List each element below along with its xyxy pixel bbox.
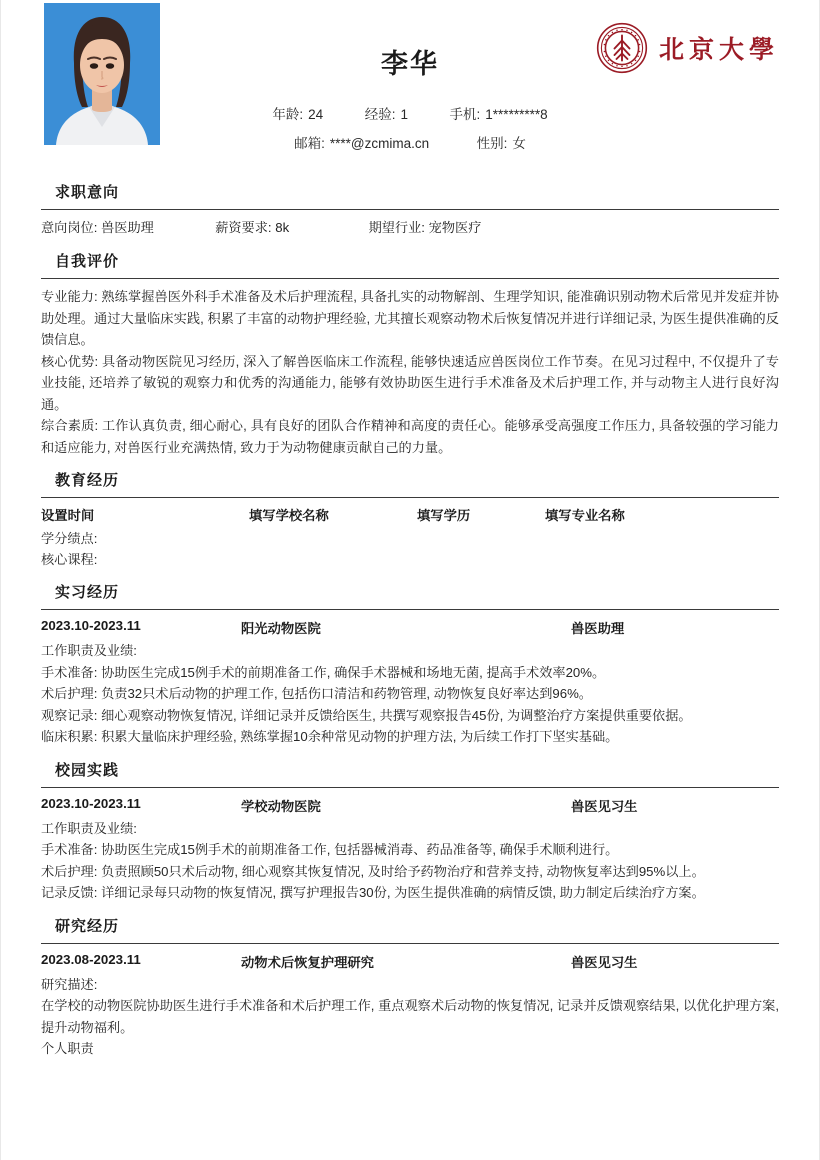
section-title-internship: 实习经历 — [55, 584, 120, 601]
section-title-education: 教育经历 — [55, 472, 120, 489]
section-job-intention — [41, 172, 779, 239]
section-divider — [41, 278, 779, 279]
self-evaluation-paragraph: 核心优势: 具备动物医院见习经历, 深入了解兽医临床工作流程, 能够快速适应兽医岗位工作节奏。在见习过程中, 不仅提升了专业技能, 还培养了敏锐的观察力和优秀的沟通能力, 能够有效协助医生进行手术准备及术后护理工作, 并与动物主人进行良好沟通。 — [41, 353, 779, 412]
entry-heading: 研究描述: — [41, 976, 98, 992]
entry-detail: 观察记录: 细心观察动物恢复情况, 详细记录并反馈给医生, 共撰写观察报告45份, 为调整治疗方案提供重要依据。 — [41, 707, 692, 723]
section-divider — [41, 787, 779, 788]
entry-detail: 术后护理: 负责32只术后动物的护理工作, 包括伤口清洁和药物管理, 动物恢复良好率达到96%。 — [41, 686, 592, 701]
field-experience: 经验: 1 — [364, 107, 408, 122]
education-col-school: 填写学校名称 — [249, 508, 329, 523]
university-logo — [596, 22, 779, 74]
section-self-evaluation — [41, 241, 779, 458]
education-col-time: 设置时间 — [41, 508, 95, 523]
entry-detail: 手术准备: 协助医生完成15例手术的前期准备工作, 确保手术器械和场地无菌, 提高手术效率20%。 — [41, 664, 606, 680]
section-divider — [41, 497, 779, 498]
self-evaluation-paragraph: 专业能力: 熟练掌握兽医外科手术准备及术后护理流程, 具备扎实的动物解剖、生理学知识, 能准确识别动物术后常见并发症并协助处理。通过大量临床实践, 积累了丰富的动物护理经验, 尤其擅长观察动物术后恢复情况并进行详细记录, 为医生提供准确的反馈信息。 — [41, 289, 779, 347]
entry-role: 兽医见习生 — [571, 798, 638, 814]
entry-organization: 阳光动物医院 — [241, 621, 321, 636]
entry-role: 兽医见习生 — [571, 954, 638, 970]
field-salary-expectation: 薪资要求: 8k — [215, 220, 290, 235]
entry-detail: 手术准备: 协助医生完成15例手术的前期准备工作, 包括器械消毒、药品准备等, 确保手术顺利进行。 — [41, 842, 619, 857]
field-phone: 手机: 1*********8 — [449, 107, 548, 122]
education-column-headers — [41, 505, 779, 524]
internship-entry-header — [41, 618, 779, 637]
section-divider — [41, 209, 779, 210]
field-gender: 性别: 女 — [476, 136, 526, 151]
entry-heading: 工作职责及业绩: — [41, 820, 137, 836]
education-col-degree: 填写学历 — [417, 508, 471, 523]
entry-date: 2023.10-2023.11 — [41, 618, 141, 633]
entry-date: 2023.10-2023.11 — [41, 795, 141, 811]
education-col-major: 填写专业名称 — [545, 508, 625, 523]
section-title-self-evaluation: 自我评价 — [55, 253, 120, 270]
field-target-position: 意向岗位: 兽医助理 — [41, 220, 154, 235]
section-campus-practice — [41, 750, 779, 904]
field-age: 年龄: 24 — [272, 107, 324, 122]
research-entry-header — [41, 952, 779, 971]
entry-role: 兽医助理 — [571, 621, 625, 636]
entry-heading: 工作职责及业绩: — [41, 643, 137, 658]
entry-detail: 临床积累: 积累大量临床护理经验, 熟练掌握10余种常见动物的护理方法, 为后续工作打下坚实基础。 — [41, 729, 619, 744]
education-gpa-field: 学分绩点: — [41, 531, 98, 546]
entry-organization: 动物术后恢复护理研究 — [241, 954, 374, 970]
section-title-research: 研究经历 — [55, 917, 120, 935]
field-email: 邮箱: ****@zcmima.cn — [294, 136, 430, 151]
section-research — [41, 906, 779, 1060]
university-logo-text: 北京大學 — [658, 35, 779, 64]
entry-organization: 学校动物医院 — [241, 798, 321, 814]
education-core-courses-field: 核心课程: — [41, 552, 98, 567]
field-target-industry: 期望行业: 宠物医疗 — [368, 220, 482, 235]
section-title-campus-practice: 校园实践 — [55, 761, 120, 779]
entry-detail: 记录反馈: 详细记录每只动物的恢复情况, 撰写护理报告30份, 为医生提供准确的病情反馈, 助力制定后续治疗方案。 — [41, 885, 705, 900]
section-title-job-intention: 求职意向 — [55, 184, 120, 201]
section-education — [41, 460, 779, 570]
section-divider — [41, 943, 779, 944]
job-intention-fields — [41, 217, 779, 239]
entry-detail: 在学校的动物医院协助医生进行手术准备和术后护理工作, 重点观察术后动物的恢复情况, 记录并反馈观察结果, 以优化护理方案, 提升动物福利。 — [41, 998, 779, 1035]
entry-detail: 术后护理: 负责照顾50只术后动物, 细心观察其恢复情况, 及时给予药物治疗和营养支持, 动物恢复率达到95%以上。 — [41, 863, 705, 879]
page-title: 李华 — [381, 49, 439, 79]
section-internship — [41, 572, 779, 748]
entry-date: 2023.08-2023.11 — [41, 951, 141, 967]
campus-practice-entry-header — [41, 796, 779, 815]
self-evaluation-paragraph: 综合素质: 工作认真负责, 细心耐心, 具有良好的团队合作精神和高度的责任心。能够承受高强度工作压力, 具备较强的学习能力和适应能力, 对兽医行业充满热情, 致力于为动物健康贡献自己的力量。 — [41, 418, 779, 455]
resume-header — [41, 0, 779, 170]
section-divider — [41, 609, 779, 610]
peking-university-seal-icon — [596, 22, 648, 74]
profile-photo — [44, 3, 160, 145]
entry-next-heading-partial: 个人职责 — [41, 1041, 94, 1056]
